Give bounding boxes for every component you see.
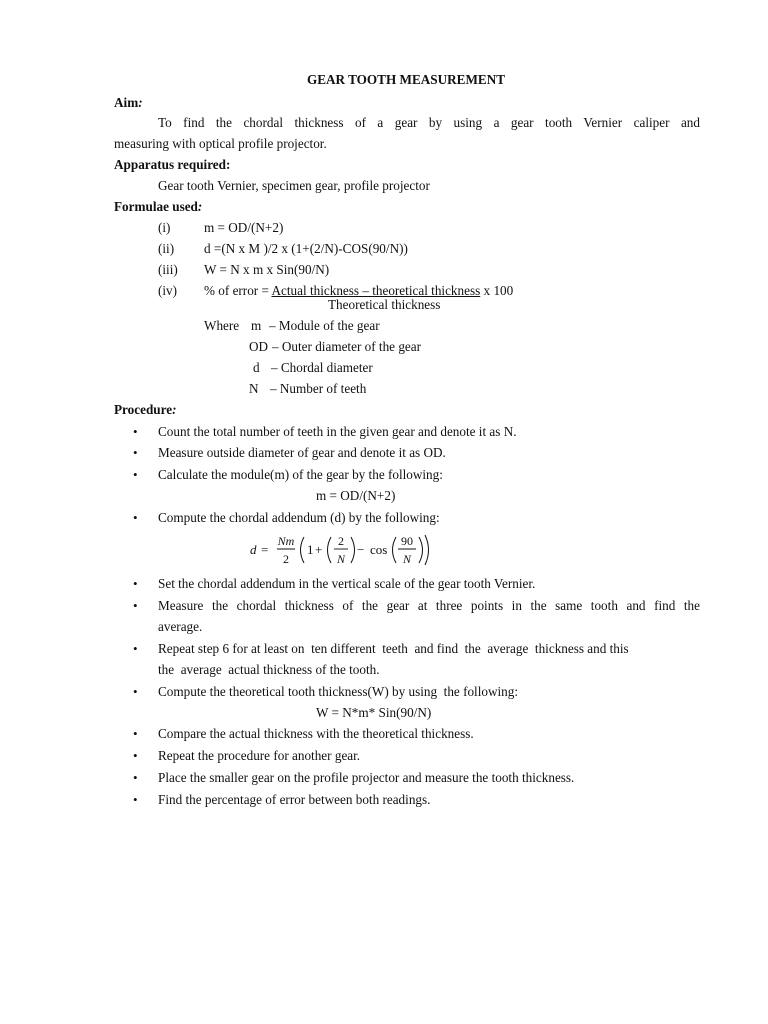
step-6-cont: average. [158, 619, 203, 634]
where-sym-n: N [249, 381, 259, 396]
aim-heading [114, 96, 143, 109]
error-formula-denominator: Theoretical thickness [328, 297, 441, 312]
where-sym-d: d [253, 360, 260, 375]
step-4: Compute the chordal addendum (d) by the following: [158, 510, 440, 525]
eq-plus: + [315, 542, 323, 557]
procedure-colon: : [172, 402, 177, 417]
thickness-equation: W = N*m* Sin(90/N) [316, 705, 432, 720]
where-desc-od: – Outer diameter of the gear [272, 339, 422, 354]
step-8: Compute the theoretical tooth thickness(W) by using the following: [158, 684, 519, 699]
bullet-10: • [133, 748, 138, 763]
formula-num-2: (ii) [158, 241, 175, 256]
aim-colon: : [138, 95, 143, 110]
apparatus-heading: Apparatus required: [114, 157, 231, 172]
formula-text-2: d =(N x M )/2 x (1+(2/N)-COS(90/N)) [204, 241, 408, 256]
eq-num-3: 90 [401, 534, 413, 548]
bullet-1: • [133, 424, 138, 439]
aim-line-1: To find the chordal thickness of a gear by using a gear tooth Vernier caliper and [158, 115, 700, 130]
step-10: Repeat the procedure for another gear. [158, 748, 361, 763]
eq-lhs: d [250, 542, 257, 557]
formulae-heading [114, 200, 202, 213]
bullet-5: • [133, 576, 138, 591]
step-12: Find the percentage of error between both readings. [158, 792, 431, 807]
formula-text-1: m = OD/(N+2) [204, 220, 284, 235]
step-11: Place the smaller gear on the profile projector and measure the tooth thickness. [158, 770, 575, 785]
where-desc-m: – Module of the gear [269, 318, 380, 333]
aim-line-2: measuring with optical profile projector. [114, 136, 327, 151]
formulae-heading-text: Formulae used [114, 199, 198, 214]
eq-den-3: N [402, 552, 412, 566]
step-9: Compare the actual thickness with the theoretical thickness. [158, 726, 474, 741]
eq-right-paren-outer [425, 535, 429, 565]
eq-right-paren-cos [419, 537, 423, 563]
eq-minus: − [357, 542, 365, 557]
formula-num-1: (i) [158, 220, 171, 235]
eq-den-1: 2 [283, 552, 289, 566]
step-5: Set the chordal addendum in the vertical scale of the gear tooth Vernier. [158, 576, 536, 591]
eq-cos: cos [370, 542, 388, 557]
eq-num-2: 2 [338, 534, 344, 548]
step-1: Count the total number of teeth in the given gear and denote it as N. [158, 424, 517, 439]
apparatus-text: Gear tooth Vernier, specimen gear, profile projector [158, 178, 430, 193]
eq-left-paren-outer [301, 537, 305, 563]
where-desc-d: – Chordal diameter [271, 360, 373, 375]
bullet-11: • [133, 770, 138, 785]
error-formula [204, 284, 513, 297]
eq-left-paren-cos [393, 537, 397, 563]
error-formula-multiplier: x 100 [480, 283, 514, 298]
bullet-8: • [133, 684, 138, 699]
bullet-12: • [133, 792, 138, 807]
eq-left-paren-inner [328, 537, 332, 563]
module-equation: m = OD/(N+2) [316, 488, 396, 503]
procedure-heading [114, 403, 177, 416]
bullet-9: • [133, 726, 138, 741]
page-title: GEAR TOOTH MEASUREMENT [306, 72, 506, 87]
formula-num-4: (iv) [158, 283, 178, 298]
eq-equals: = [261, 542, 269, 557]
formulae-colon: : [197, 199, 203, 214]
bullet-7: • [133, 641, 138, 656]
eq-num-1: Nm [277, 534, 295, 548]
aim-heading-text: Aim [114, 95, 139, 110]
where-label: Where [204, 318, 240, 333]
bullet-4: • [133, 510, 138, 525]
where-desc-n: – Number of teeth [270, 381, 367, 396]
eq-one: 1 [307, 542, 314, 557]
eq-den-2: N [336, 552, 346, 566]
step-6: Measure the chordal thickness of the gear at three points in the same tooth and find the [158, 598, 700, 613]
where-sym-m: m [251, 318, 262, 333]
bullet-3: • [133, 467, 138, 482]
procedure-heading-text: Procedure [114, 402, 173, 417]
formula-text-3: W = N x m x Sin(90/N) [204, 262, 330, 277]
chordal-addendum-equation [246, 530, 446, 570]
error-formula-lhs: % of error = [204, 283, 272, 298]
step-7: Repeat step 6 for at least on ten different teeth and find the average thickness and this [158, 641, 629, 656]
step-3: Calculate the module(m) of the gear by the following: [158, 467, 443, 482]
step-2: Measure outside diameter of gear and denote it as OD. [158, 445, 446, 460]
error-formula-numerator: Actual thickness – theoretical thickness [271, 283, 481, 298]
bullet-2: • [133, 445, 138, 460]
bullet-6: • [133, 598, 138, 613]
where-sym-od: OD [249, 339, 269, 354]
eq-right-paren-inner [351, 537, 355, 563]
formula-num-3: (iii) [158, 262, 178, 277]
step-7-cont: the average actual thickness of the tooth. [158, 662, 380, 677]
